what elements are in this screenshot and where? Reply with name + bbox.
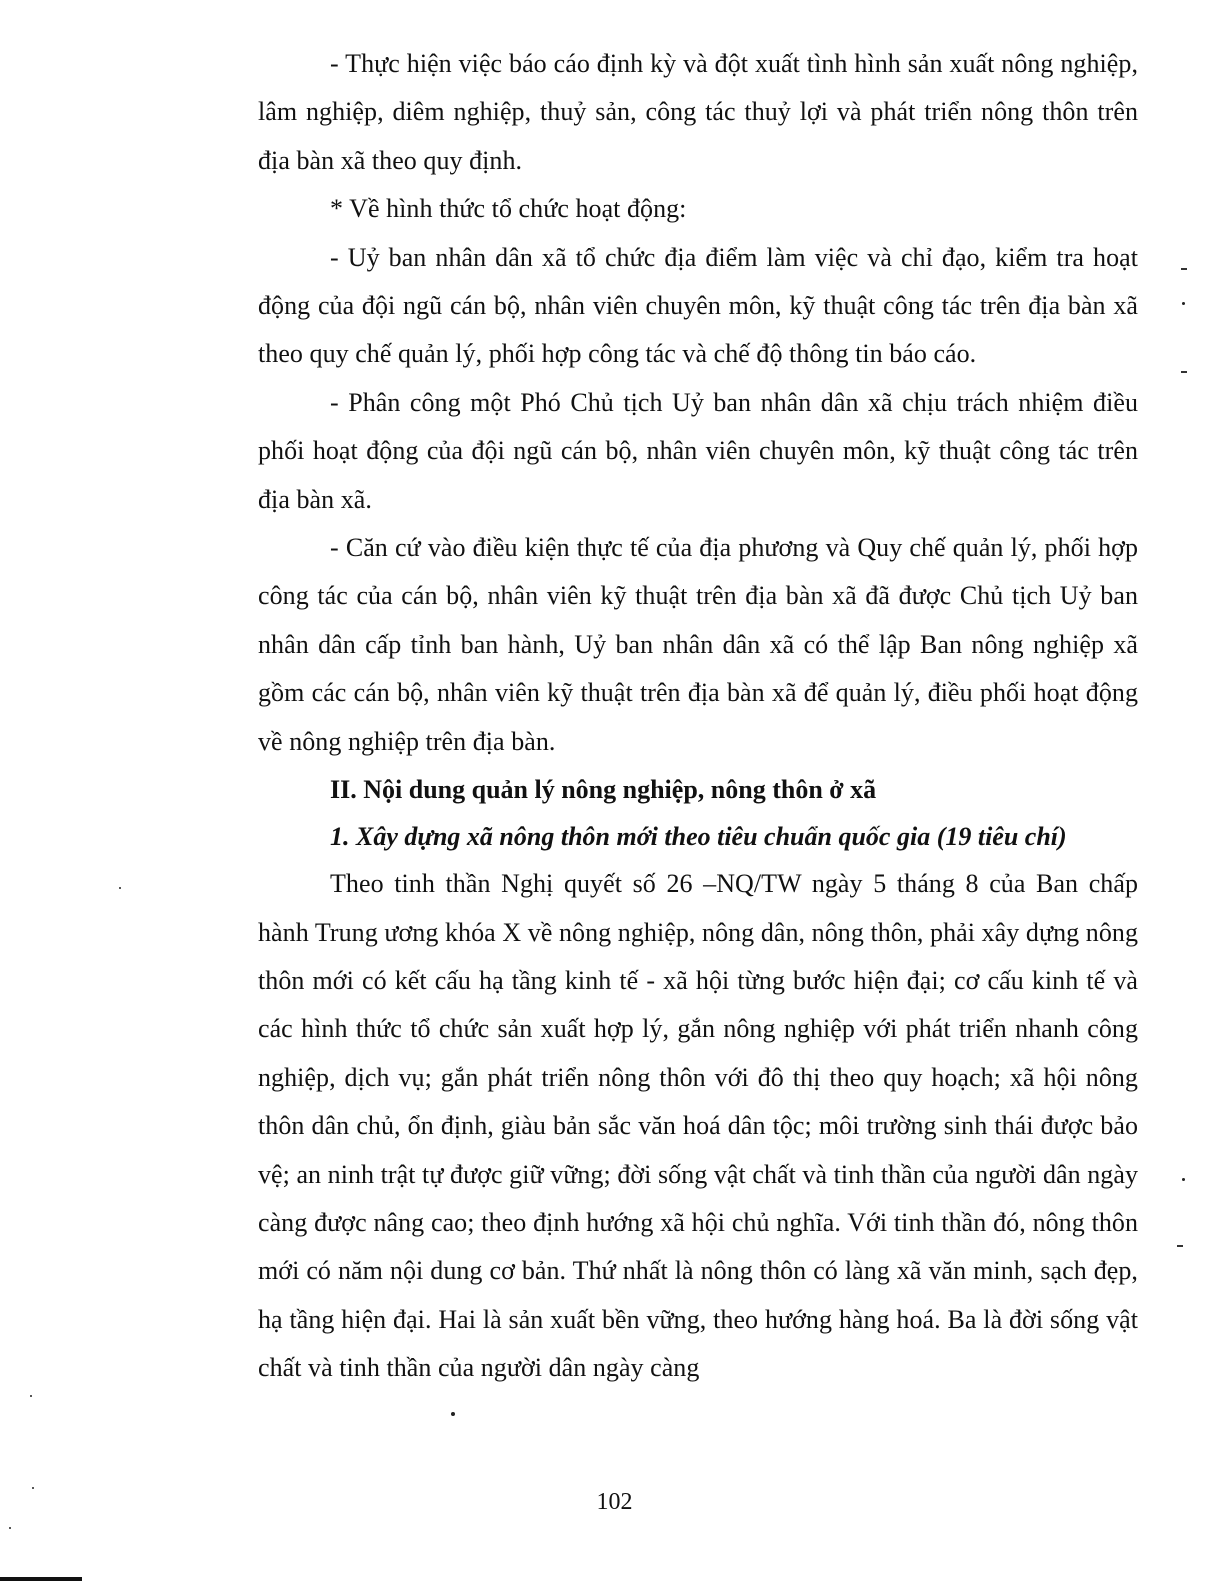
scan-mark: [1177, 1245, 1183, 1247]
scan-speck: [1182, 1178, 1185, 1181]
scan-mark: [1181, 268, 1187, 270]
scan-speck: [9, 1527, 11, 1529]
scan-speck: [451, 1412, 455, 1416]
paragraph-agriculture-board: - Căn cứ vào điều kiện thực tế của địa phương và Quy chế quản lý, phối hợp công tác của cán bộ, nhân viên kỹ thuật trên địa bàn xã đã được Chủ tịch Uỷ ban nhân dân cấp tỉnh ban hành, Uỷ ban nhân dân xã có thể lập Ban nông nghiệp xã gồm các cán bộ, nhân viên kỹ thuật trên địa bàn xã để quản lý, điều phối hoạt động về nông nghiệp trên địa bàn.: [258, 533, 1138, 756]
section-heading: II. Nội dung quản lý nông nghiệp, nông thôn ở xã: [330, 775, 877, 805]
scan-speck: [1182, 302, 1185, 305]
scan-speck: [32, 1487, 34, 1489]
scan-speck: [119, 887, 121, 889]
scan-speck: [30, 1395, 32, 1397]
page-number: 102: [596, 1489, 633, 1515]
paragraph-reporting: - Thực hiện việc báo cáo định kỳ và đột xuất tình hình sản xuất nông nghiệp, lâm nghiệp, diêm nghiệp, thuỷ sản, công tác thuỷ lợi và phát triển nông thôn trên địa bàn xã theo quy định.: [258, 49, 1138, 175]
scan-mark: [1181, 371, 1187, 373]
scan-edge-rule: [0, 1577, 82, 1581]
subsection-heading: 1. Xây dựng xã nông thôn mới theo tiêu chuẩn quốc gia (19 tiêu chí): [330, 822, 1067, 852]
paragraph-resolution-26: Theo tinh thần Nghị quyết số 26 –NQ/TW ngày 5 tháng 8 của Ban chấp hành Trung ương khóa X về nông nghiệp, nông dân, nông thôn, phải xây dựng nông thôn mới có kết cấu hạ tầng kinh tế - xã hội từng bước hiện đại; cơ cấu kinh tế và các hình thức tổ chức sản xuất hợp lý, gắn nông nghiệp với phát triển nhanh công nghiệp, dịch vụ; gắn phát triển nông thôn với đô thị theo quy hoạch; xã hội nông thôn dân chủ, ổn định, giàu bản sắc văn hoá dân tộc; môi trường sinh thái được bảo vệ; an ninh trật tự được giữ vững; đời sống vật chất và tinh thần của người dân ngày càng được nâng cao; theo định hướng xã hội chủ nghĩa. Với tinh thần đó, nông thôn mới có năm nội dung cơ bản. Thứ nhất là nông thôn có làng xã văn minh, sạch đẹp, hạ tầng hiện đại. Hai là sản xuất bền vững, theo hướng hàng hoá. Ba là đời sống vật chất và tinh thần của người dân ngày càng: [258, 869, 1138, 1383]
document-body: [258, 40, 1138, 1393]
paragraph-vice-chairman: - Phân công một Phó Chủ tịch Uỷ ban nhân dân xã chịu trách nhiệm điều phối hoạt động của đội ngũ cán bộ, nhân viên chuyên môn, kỹ thuật công tác trên địa bàn xã.: [258, 387, 1138, 514]
paragraph-commune-committee: - Uỷ ban nhân dân xã tổ chức địa điểm làm việc và chỉ đạo, kiểm tra hoạt động của đội ngũ cán bộ, nhân viên chuyên môn, kỹ thuật công tác trên địa bàn xã theo quy chế quản lý, phối hợp công tác và chế độ thông tin báo cáo.: [258, 242, 1138, 369]
paragraph-organization-form: * Về hình thức tổ chức hoạt động:: [330, 194, 687, 224]
